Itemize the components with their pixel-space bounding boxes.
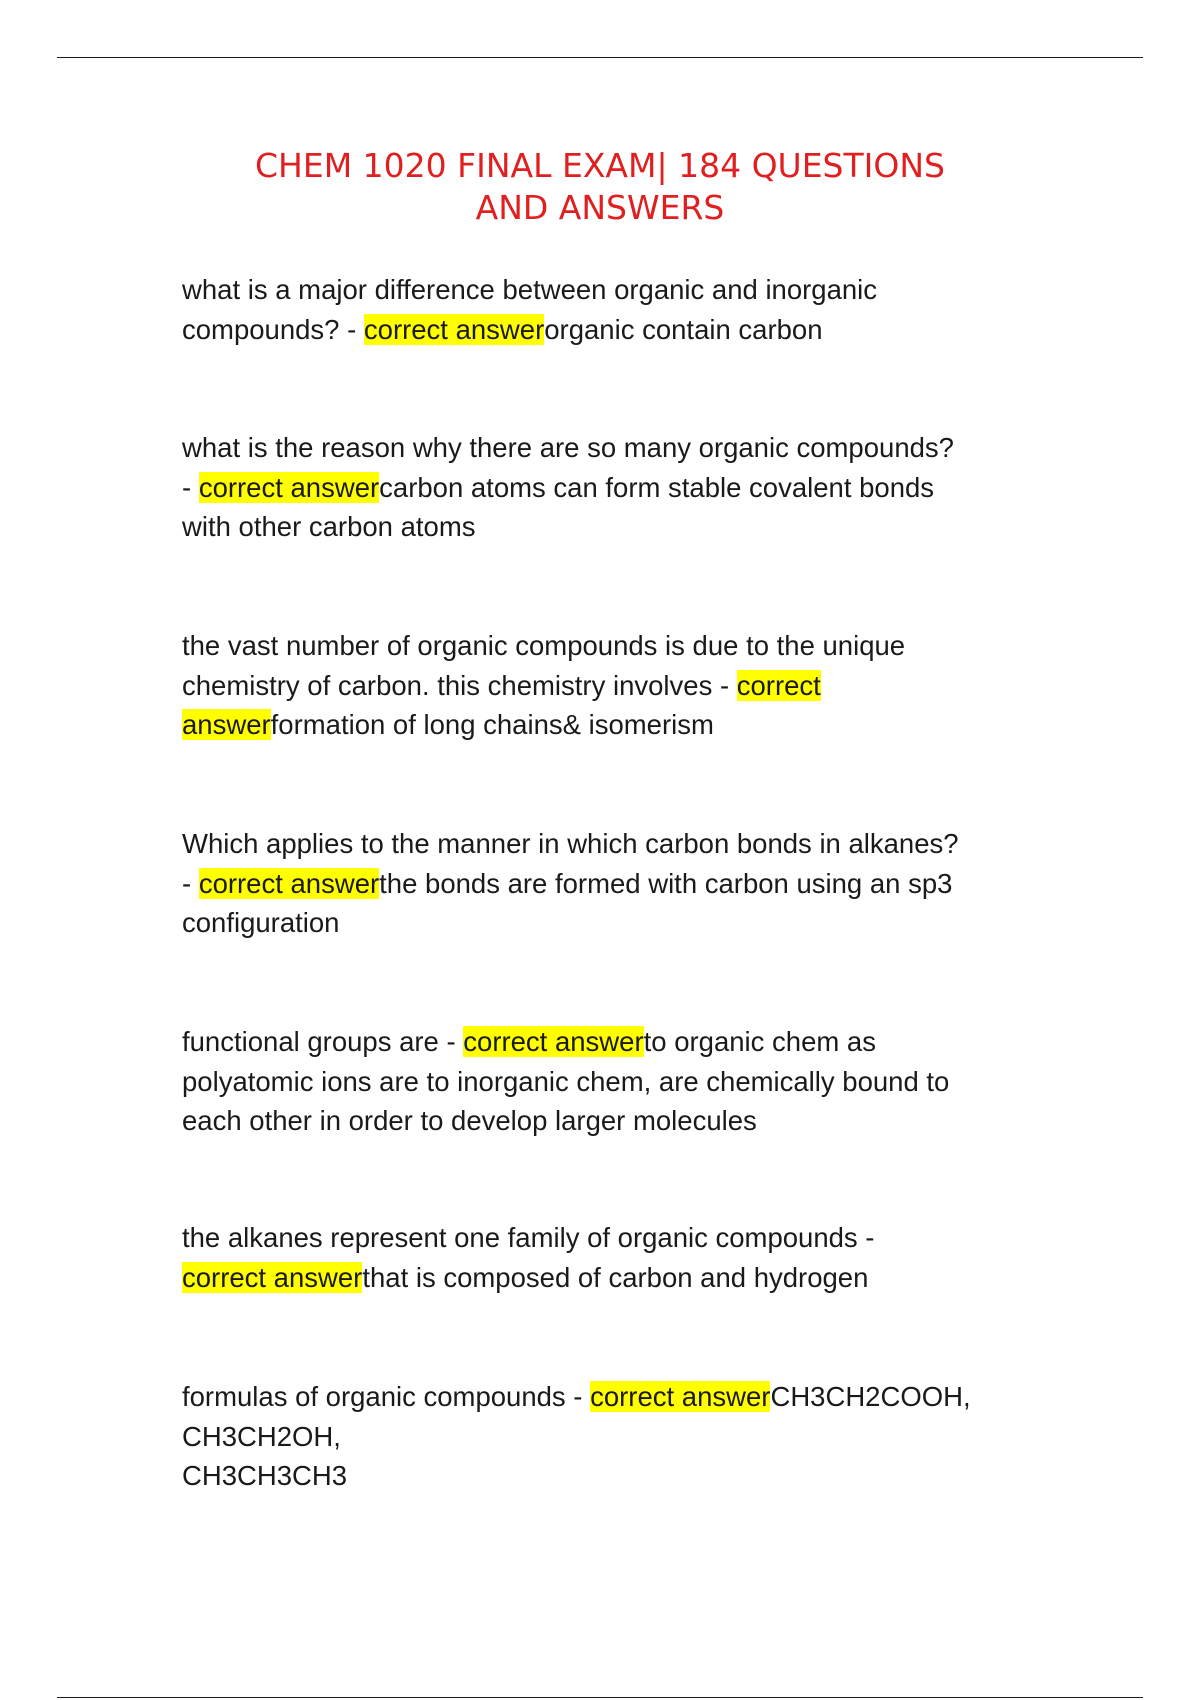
bottom-rule xyxy=(57,1697,1143,1698)
question-text: compounds? - xyxy=(182,313,364,345)
answer-marker: correct answer xyxy=(182,1261,363,1293)
answer-line: each other in order to develop larger molecules xyxy=(182,1105,757,1136)
question-line: what is the reason why there are so many organic compounds? xyxy=(182,432,954,463)
qa-item-1 xyxy=(182,270,1032,349)
qa-item-5 xyxy=(182,1022,1032,1141)
answer-line: with other carbon atoms xyxy=(182,511,476,542)
answer-text: organic contain carbon xyxy=(544,313,823,345)
qa-item-3 xyxy=(182,626,1032,745)
answer-marker: correct answer xyxy=(198,867,380,899)
answer-line: CH3CH2OH, xyxy=(182,1420,341,1452)
question-text: formulas of organic compounds - xyxy=(182,1381,591,1412)
title-line-2: AND ANSWERS xyxy=(475,188,725,227)
answer-marker: correct answer xyxy=(363,313,545,345)
document-title xyxy=(0,145,1200,229)
answer-marker-part-2: answer xyxy=(182,709,271,740)
question-line: what is a major difference between organic and inorganic xyxy=(182,274,878,305)
answer-text: that is composed of carbon and hydrogen xyxy=(362,1261,869,1293)
answer-line: polyatomic ions are to inorganic chem, are chemically bound to xyxy=(182,1065,950,1097)
answer-text: formation of long chains& isomerism xyxy=(270,709,714,740)
qa-item-2 xyxy=(182,428,1032,547)
answer-marker: correct answer xyxy=(198,471,380,503)
answer-line: CH3CH3CH3 xyxy=(182,1460,348,1491)
answer-marker-part-1: correct xyxy=(736,669,821,701)
answer-line: configuration xyxy=(182,907,340,938)
question-line: Which applies to the manner in which carbon bonds in alkanes? xyxy=(182,828,959,859)
qa-item-4 xyxy=(182,824,1032,943)
answer-text: the bonds are formed with carbon using an sp3 xyxy=(379,867,953,899)
answer-text: carbon atoms can form stable covalent bonds xyxy=(379,471,935,503)
qa-item-6 xyxy=(182,1218,1032,1297)
qa-item-7 xyxy=(182,1377,1032,1496)
question-text: functional groups are - xyxy=(182,1026,464,1057)
answer-text: CH3CH2COOH, xyxy=(770,1381,971,1412)
top-rule xyxy=(57,57,1143,58)
question-text: chemistry of carbon. this chemistry involves - xyxy=(182,669,737,701)
answer-text: to organic chem as xyxy=(643,1026,876,1057)
title-line-1: CHEM 1020 FINAL EXAM| 184 QUESTIONS xyxy=(254,146,945,185)
question-line: the vast number of organic compounds is due to the unique xyxy=(182,630,906,661)
question-text: - xyxy=(182,867,199,899)
question-line: the alkanes represent one family of organic compounds - xyxy=(182,1222,875,1253)
answer-marker: correct answer xyxy=(590,1381,771,1412)
question-text: - xyxy=(182,471,199,503)
answer-marker: correct answer xyxy=(463,1026,644,1057)
